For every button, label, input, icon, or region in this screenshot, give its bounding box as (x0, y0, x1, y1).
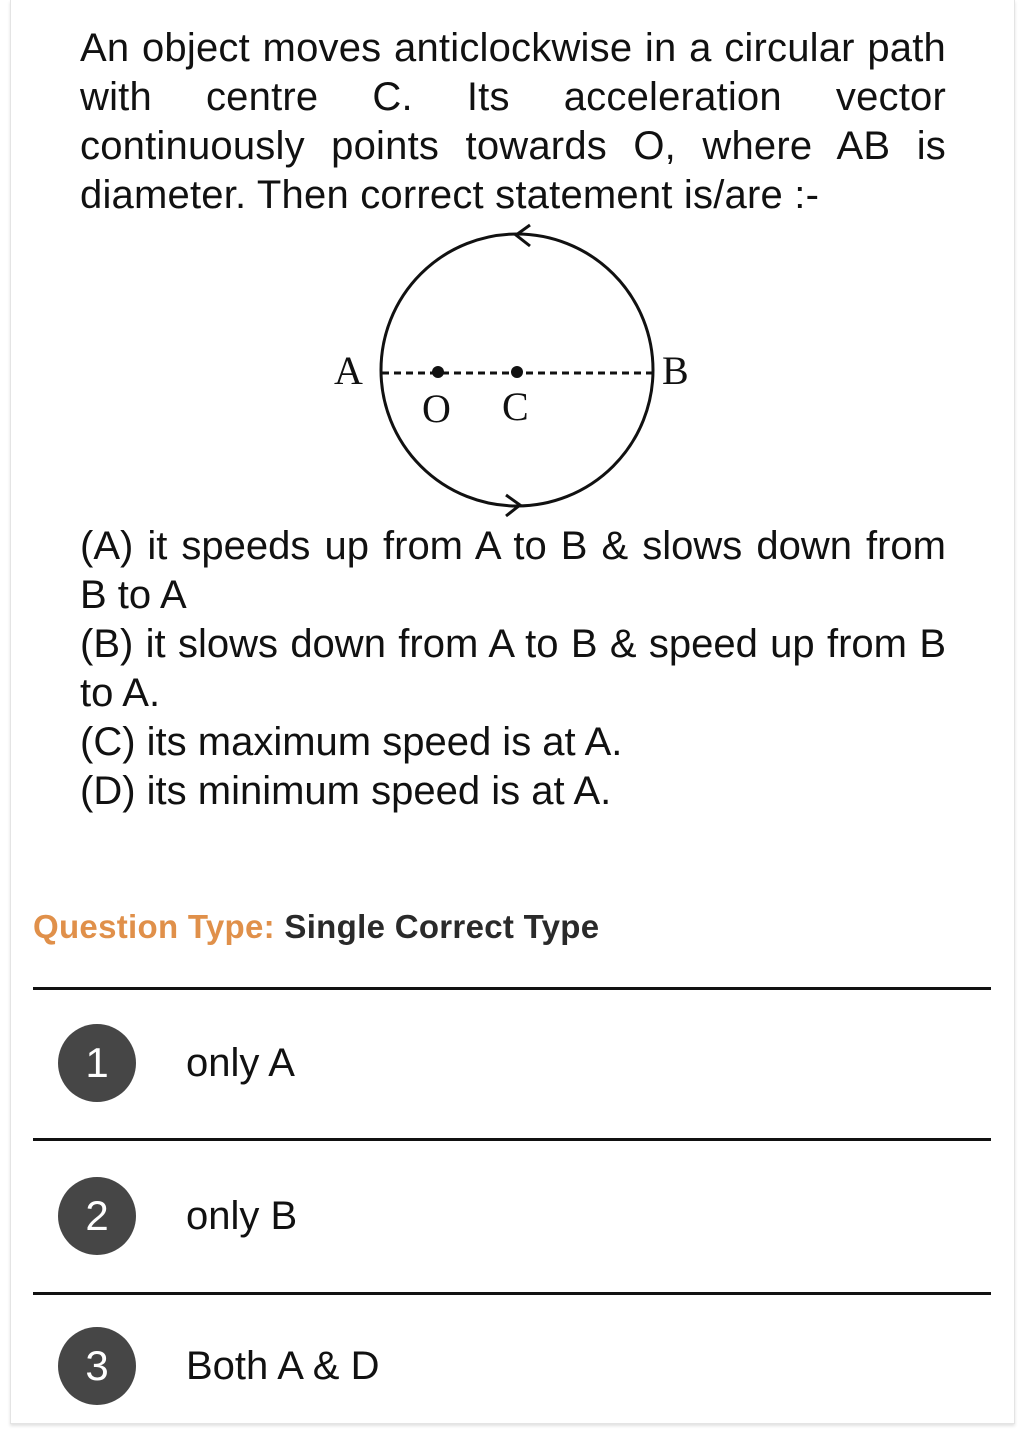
choice-number-badge: 1 (58, 1024, 136, 1102)
question-type-value: Single Correct Type (284, 908, 600, 945)
choice-3[interactable] (58, 1326, 958, 1406)
statement-c: (C) its maximum speed is at A. (80, 720, 623, 764)
question-type (33, 908, 599, 946)
choice-number-badge: 3 (58, 1327, 136, 1405)
circle-diagram (320, 220, 720, 520)
divider (33, 1292, 991, 1295)
choice-1[interactable] (58, 1023, 958, 1103)
choice-number-badge: 2 (58, 1177, 136, 1255)
statement-a: (A) it speeds up from A to B & slows down from B to A (80, 524, 946, 617)
label-o: O (422, 386, 451, 431)
question-text: An object moves anticlockwise in a circular path with centre C. Its acceleration vector continuously points towards O, where AB is diameter. Then correct statement is/are :- (80, 26, 946, 217)
divider (33, 987, 991, 990)
statement-b: (B) it slows down from A to B & speed up from B to A. (80, 622, 946, 715)
question-type-label: Question Type: (33, 908, 275, 945)
statement-d: (D) its minimum speed is at A. (80, 769, 612, 813)
divider (33, 1138, 991, 1141)
label-c: C (502, 384, 529, 429)
choice-text: only A (186, 1040, 295, 1085)
label-b: B (662, 348, 689, 393)
statement-list (80, 522, 946, 816)
choice-text: Both A & D (186, 1343, 380, 1388)
choice-text: only B (186, 1193, 298, 1238)
choice-2[interactable] (58, 1176, 958, 1256)
label-a: A (334, 348, 363, 393)
